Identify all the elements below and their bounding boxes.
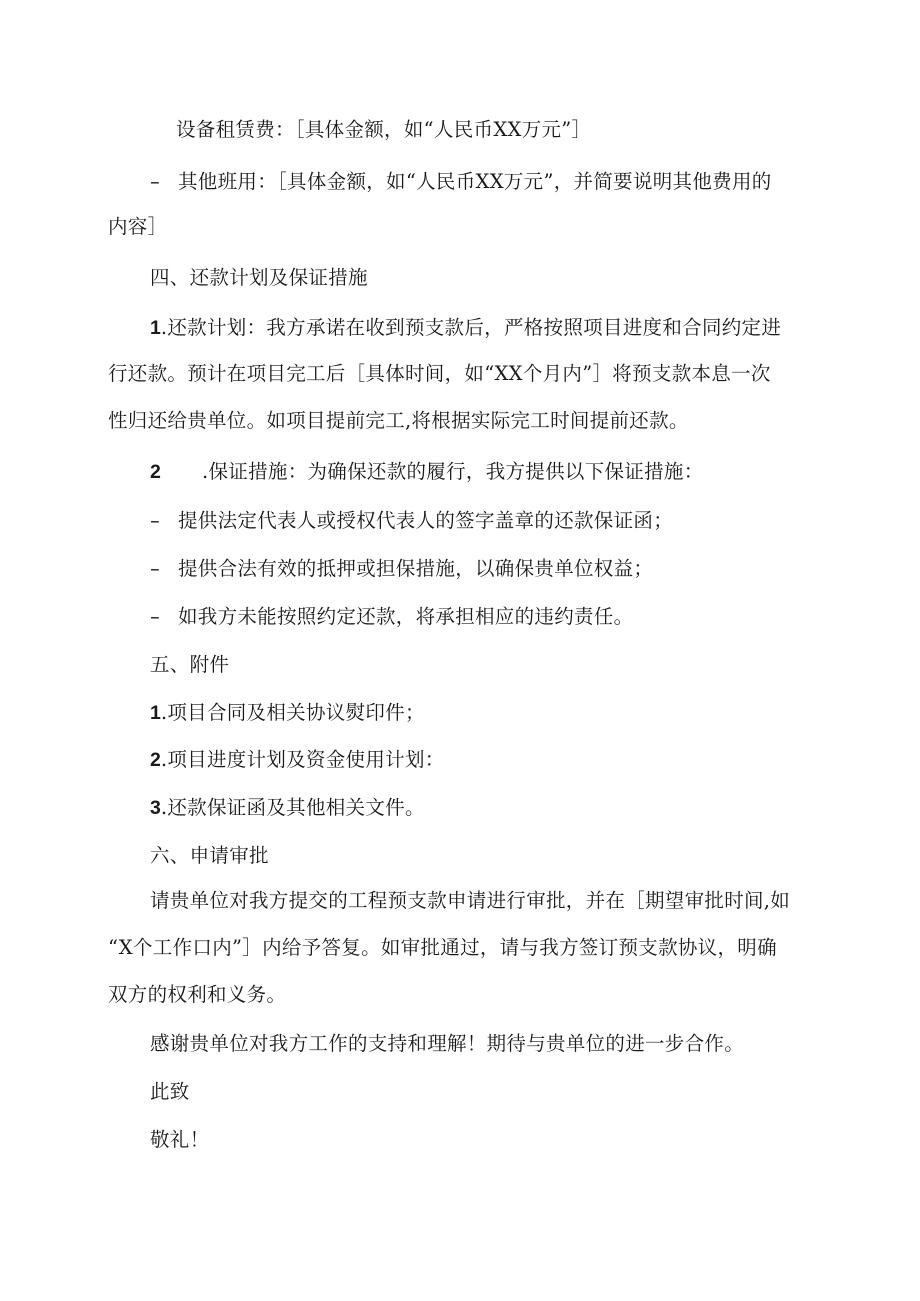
guarantee-item-2-text: 提供合法有效的抵押或担保措施，以确保贵单位权益；	[178, 557, 654, 580]
closing-salutation	[150, 1078, 190, 1106]
section-heading-approval-text: 六、申请审批	[150, 844, 269, 867]
guarantee-item-1	[150, 507, 673, 535]
item-number: 2	[150, 749, 161, 771]
section-heading-attachments	[150, 651, 229, 679]
repayment-plan-text-cont: 行还款。预计在项目完工后［具体时间，如“XX个月内”］将预支款本息一次	[108, 362, 771, 385]
thanks-text: 感谢贵单位对我方工作的支持和理解！期待与贵单位的进一步合作。	[150, 1032, 745, 1055]
closing-regards	[150, 1126, 209, 1154]
closing-regards-text: 敬礼！	[150, 1128, 210, 1151]
item-number: 3	[150, 797, 161, 819]
attachment-item-1	[150, 699, 425, 727]
list-dash: –	[150, 605, 161, 628]
attachment-item-3	[150, 794, 425, 822]
other-fees-text-cont: 内容］	[108, 215, 168, 238]
section-heading-approval	[150, 842, 269, 870]
attachment-item-2-text: .项目进度计划及资金使用计划：	[160, 748, 445, 771]
item-number: 1	[150, 702, 161, 724]
other-fees-line	[150, 168, 772, 196]
repayment-plan-line-cont	[108, 360, 771, 388]
section-heading-attachments-text: 五、附件	[150, 653, 230, 676]
guarantee-measures-text: .保证措施：为确保还款的履行，我方提供以下保证措施：	[202, 460, 704, 483]
repayment-plan-text: .还款计划：我方承诺在收到预支款后，严格按照项目进度和合同约定进	[160, 316, 782, 339]
section-heading-repayment	[150, 264, 368, 292]
list-dash: –	[150, 509, 161, 532]
guarantee-measures-line	[150, 458, 704, 486]
equipment-rental-fee-text: 设备租赁费：［具体金额，如“人民币XX万元”］	[176, 118, 592, 141]
attachment-item-3-text: .还款保证函及其他相关文件。	[160, 796, 425, 819]
approval-request-line-cont2	[108, 981, 286, 1009]
thanks-line	[150, 1030, 744, 1058]
guarantee-item-2	[150, 555, 653, 583]
approval-request-text-cont: “X个工作口内”］内给予答复。如审批通过，请与我方签订预支款协议，明确	[108, 936, 777, 959]
other-fees-line-cont	[108, 213, 167, 241]
item-number: 2	[150, 461, 161, 483]
list-dash: –	[150, 557, 161, 580]
guarantee-item-3-text: 如我方未能按照约定还款，将承担相应的违约责任。	[178, 605, 634, 628]
repayment-plan-line-cont2	[108, 407, 689, 435]
list-dash: –	[150, 170, 161, 193]
approval-request-text: 请贵单位对我方提交的工程预支款申请进行审批，并在［期望审批时间,如	[150, 889, 791, 912]
closing-salutation-text: 此致	[150, 1080, 190, 1103]
approval-request-line-cont	[108, 934, 777, 962]
repayment-plan-line	[150, 314, 781, 342]
approval-request-line	[150, 887, 790, 915]
guarantee-item-1-text: 提供法定代表人或授权代表人的签字盖章的还款保证函；	[178, 509, 674, 532]
attachment-item-1-text: .项目合同及相关协议熨印件；	[160, 701, 425, 724]
approval-request-text-cont2: 双方的权利和义务。	[108, 983, 287, 1006]
item-number: 1	[150, 317, 161, 339]
section-heading-repayment-text: 四、还款计划及保证措施	[150, 266, 368, 289]
attachment-item-2	[150, 746, 445, 774]
repayment-plan-text-cont2: 性归还给贵单位。如项目提前完工,将根据实际完工时间提前还款。	[108, 409, 689, 432]
guarantee-item-3	[150, 603, 633, 631]
equipment-rental-fee-line	[176, 116, 591, 144]
other-fees-text: 其他班用：［具体金额，如“人民币XX万元”，并简要说明其他费用的	[178, 170, 772, 193]
